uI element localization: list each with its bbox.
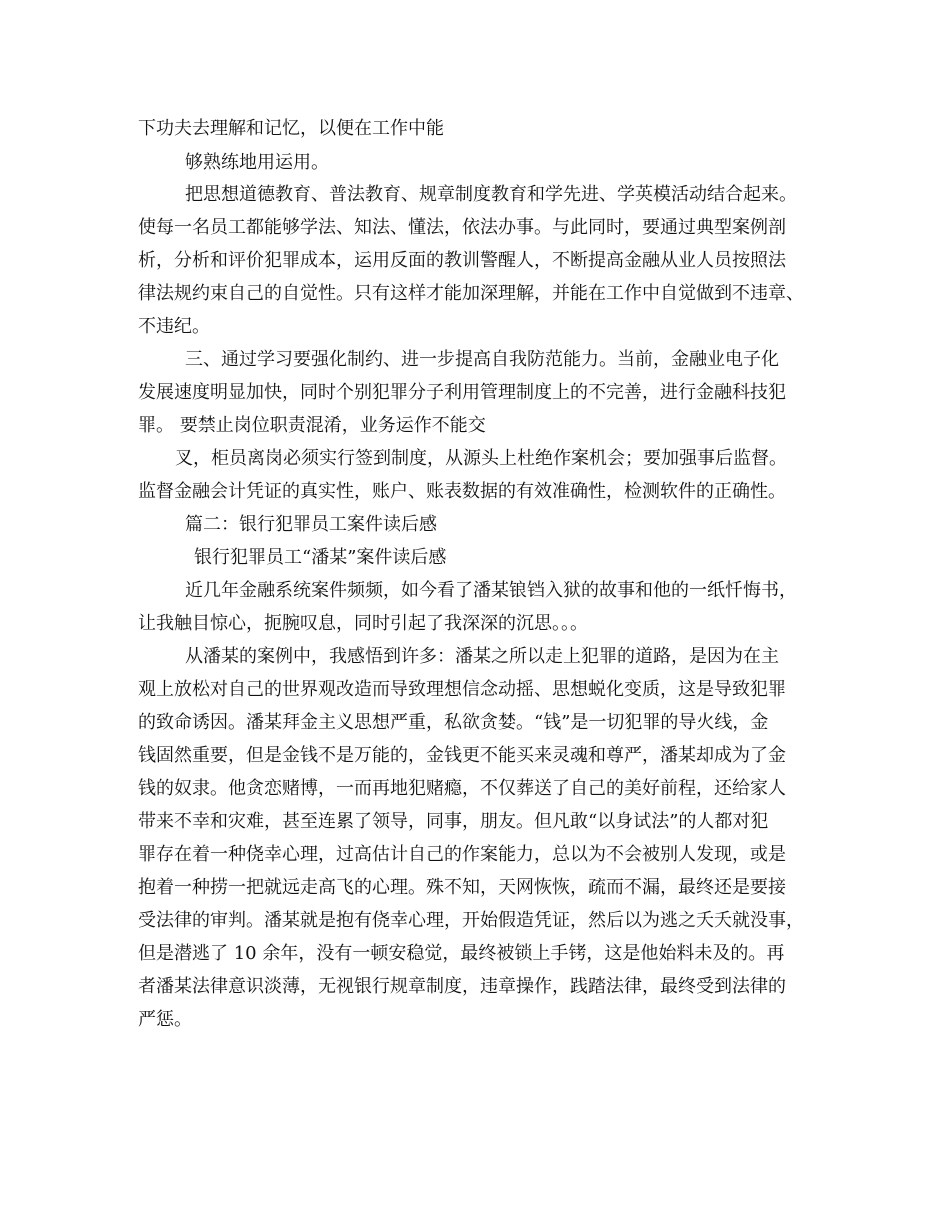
text-line: 下功夫去理解和记忆，以便在工作中能: [138, 118, 444, 139]
text-line: 的致命诱因。潘某拜金主义思想严重，私欲贪婪。“钱”是一切犯罪的导火线，金: [138, 712, 769, 733]
text-line: 者潘某法律意识淡薄，无视银行规章制度，违章操作，践踏法律，最终受到法律的: [138, 976, 786, 997]
text-line: 析，分析和评价犯罪成本，运用反面的教训警醒人，不断提高金融从业人员按照法: [138, 250, 786, 271]
text-line: 罪存在着一种侥幸心理，过高估计自己的作案能力，总以为不会被别人发现，或是: [138, 844, 786, 865]
article-title: 银行犯罪员工“潘某”案件读后感: [194, 547, 447, 568]
text-line: 不违纪。: [138, 316, 210, 337]
text-line: 带来不幸和灾难，甚至连累了领导，同事，朋友。但凡敢“以身试法”的人都对犯: [138, 811, 769, 832]
text-line: 近几年金融系统案件频频，如今看了潘某锒铛入狱的故事和他的一纸忏悔书，: [185, 580, 797, 601]
text-line: 严惩。: [138, 1009, 192, 1030]
text-line: 律法规约束自己的自觉性。只有这样才能加深理解，并能在工作中自觉做到不违章、: [138, 283, 804, 304]
text-line: 叉，柜员离岗必须实行签到制度，从源头上杜绝作案机会；要加强事后监督。: [175, 448, 787, 469]
section-heading: 篇二：银行犯罪员工案件读后感: [185, 514, 437, 535]
text-line: 观上放松对自己的世界观改造而导致理想信念动摇、思想蜕化变质，这是导致犯罪: [138, 679, 786, 700]
text-line: 从潘某的案例中，我感悟到许多：潘某之所以走上犯罪的道路，是因为在主: [185, 646, 779, 667]
text-line: 但是潜逃了 10 余年，没有一顿安稳觉，最终被锁上手铐，这是他始料未及的。再: [138, 943, 785, 964]
text-line: 受法律的审判。潘某就是抱有侥幸心理，开始假造凭证，然后以为逃之夭夭就没事，: [138, 910, 804, 931]
text-line: 钱的奴隶。他贪恋赌博，一而再地犯赌瘾，不仅葬送了自己的美好前程，还给家人: [138, 778, 786, 799]
text-line: 监督金融会计凭证的真实性，账户、账表数据的有效准确性，检测软件的正确性。: [138, 481, 786, 502]
text-line: 够熟练地用运用。: [185, 152, 329, 173]
text-line: 罪。 要禁止岗位职责混淆，业务运作不能交: [138, 415, 486, 436]
text-line: 让我触目惊心，扼腕叹息，同时引起了我深深的沉思。。。: [138, 613, 588, 634]
text-line: 使每一名员工都能够学法、知法、懂法，依法办事。与此同时，要通过典型案例剖: [138, 217, 786, 238]
text-line: 三、通过学习要强化制约、进一步提高自我防范能力。当前，金融业电子化: [185, 349, 779, 370]
text-line: 把思想道德教育、普法教育、规章制度教育和学先进、学英模活动结合起来。: [185, 184, 797, 205]
text-line: 发展速度明显加快，同时个别犯罪分子利用管理制度上的不完善，进行金融科技犯: [138, 382, 786, 403]
text-line: 抱着一种捞一把就远走高飞的心理。殊不知，天网恢恢，疏而不漏，最终还是要接: [138, 877, 786, 898]
text-line: 钱固然重要，但是金钱不是万能的，金钱更不能买来灵魂和尊严，潘某却成为了金: [138, 745, 786, 766]
